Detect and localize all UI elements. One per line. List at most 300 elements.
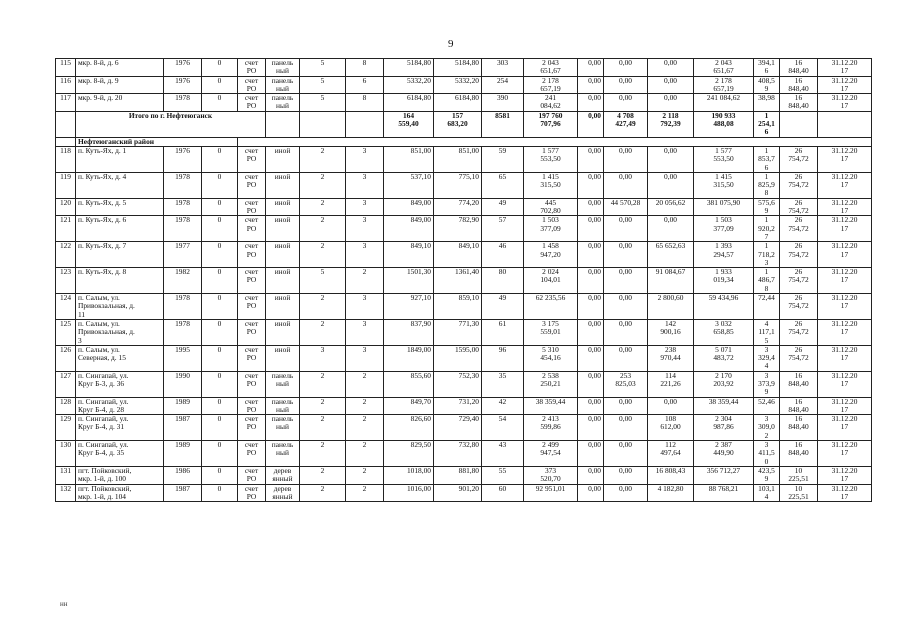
total-cost-cell: 1 503 377,09 — [524, 216, 578, 242]
year-commissioned-cell: 0 — [202, 268, 238, 294]
total-cost-cell: 1 458 947,20 — [524, 242, 578, 268]
build-year-cell: 1978 — [164, 94, 202, 112]
fund-regional-cell: 0,00 — [604, 397, 648, 415]
wall-material-cell: иной — [266, 242, 300, 268]
total-f3: 2 118 792,39 — [648, 111, 694, 137]
table-row — [56, 484, 872, 502]
wall-material-cell: иной — [266, 345, 300, 371]
limit-cost-cell: 26 754,72 — [780, 172, 818, 198]
section-row — [56, 137, 872, 146]
fund-federal-cell: 0,00 — [578, 172, 604, 198]
fund-local-cell: 4 182,80 — [648, 484, 694, 502]
fund-federal-cell: 0,00 — [578, 59, 604, 77]
address-cell: мкр. 8-й, д. 9 — [76, 76, 164, 94]
cell — [56, 137, 76, 146]
wall-material-cell: панель ный — [266, 371, 300, 397]
total-area-cell: 837,90 — [384, 319, 434, 345]
build-year-cell: 1987 — [164, 484, 202, 502]
cost-per-m2-cell: 3 329,4 4 — [754, 345, 780, 371]
cost-per-m2-cell: 1 920,2 7 — [754, 216, 780, 242]
limit-cost-cell: 26 754,72 — [780, 146, 818, 172]
floors-cell: 5 — [300, 76, 346, 94]
entrances-cell: 8 — [346, 59, 384, 77]
fund-federal-cell: 0,00 — [578, 415, 604, 441]
limit-cost-cell: 16 848,40 — [780, 59, 818, 77]
cell — [780, 111, 818, 137]
deadline-cell: 31.12.20 17 — [818, 415, 872, 441]
cost-per-m2-cell: 3 373,9 9 — [754, 371, 780, 397]
deadline-cell: 31.12.20 17 — [818, 441, 872, 467]
fund-federal-cell: 0,00 — [578, 76, 604, 94]
address-cell: п. Куть-Ях, д. 6 — [76, 216, 164, 242]
row-number-cell: 116 — [56, 76, 76, 94]
fund-regional-cell: 0,00 — [604, 216, 648, 242]
floors-cell: 5 — [300, 94, 346, 112]
deadline-cell: 31.12.20 17 — [818, 268, 872, 294]
fund-local-cell: 0,00 — [648, 397, 694, 415]
entrances-cell: 3 — [346, 198, 384, 216]
fund-account-cell: счет РО — [238, 94, 266, 112]
limit-cost-cell: 10 225,51 — [780, 484, 818, 502]
year-commissioned-cell: 0 — [202, 76, 238, 94]
build-year-cell: 1982 — [164, 268, 202, 294]
fund-federal-cell: 0,00 — [578, 268, 604, 294]
fund-local-cell: 112 497,64 — [648, 441, 694, 467]
living-area-cell: 774,20 — [434, 198, 482, 216]
fund-account-cell: счет РО — [238, 441, 266, 467]
fund-regional-cell: 0,00 — [604, 415, 648, 441]
wall-material-cell: панель ный — [266, 76, 300, 94]
living-area-cell: 5184,80 — [434, 59, 482, 77]
fund-owners-cell: 1 415 315,50 — [694, 172, 754, 198]
total-cost-cell: 1 577 553,50 — [524, 146, 578, 172]
table-row — [56, 441, 872, 467]
deadline-cell: 31.12.20 17 — [818, 484, 872, 502]
deadline-cell: 31.12.20 17 — [818, 94, 872, 112]
living-area-cell: 1595,00 — [434, 345, 482, 371]
fund-owners-cell: 2 304 987,86 — [694, 415, 754, 441]
fund-federal-cell: 0,00 — [578, 146, 604, 172]
row-number-cell: 128 — [56, 397, 76, 415]
fund-local-cell: 238 970,44 — [648, 345, 694, 371]
fund-regional-cell: 0,00 — [604, 242, 648, 268]
cell — [346, 111, 384, 137]
address-cell: п. Салым, ул. Привокзальная, д. 11 — [76, 294, 164, 320]
total-cost-cell: 2 043 651,67 — [524, 59, 578, 77]
entrances-cell: 3 — [346, 146, 384, 172]
fund-local-cell: 108 612,00 — [648, 415, 694, 441]
build-year-cell: 1978 — [164, 216, 202, 242]
cost-per-m2-cell: 3 309,0 2 — [754, 415, 780, 441]
entrances-cell: 3 — [346, 319, 384, 345]
cell — [266, 111, 300, 137]
table-row — [56, 397, 872, 415]
limit-cost-cell: 16 848,40 — [780, 76, 818, 94]
fund-account-cell: счет РО — [238, 484, 266, 502]
residents-cell: 49 — [482, 294, 524, 320]
living-area-cell: 901,20 — [434, 484, 482, 502]
table-row — [56, 59, 872, 77]
row-number-cell: 120 — [56, 198, 76, 216]
cost-per-m2-cell: 1 853,7 6 — [754, 146, 780, 172]
fund-federal-cell: 0,00 — [578, 94, 604, 112]
deadline-cell: 31.12.20 17 — [818, 294, 872, 320]
fund-account-cell: счет РО — [238, 268, 266, 294]
year-commissioned-cell: 0 — [202, 59, 238, 77]
total-cost-cell: 62 235,56 — [524, 294, 578, 320]
deadline-cell: 31.12.20 17 — [818, 319, 872, 345]
row-number-cell: 127 — [56, 371, 76, 397]
table-row — [56, 76, 872, 94]
row-number-cell: 129 — [56, 415, 76, 441]
register-table — [55, 58, 872, 502]
build-year-cell: 1986 — [164, 466, 202, 484]
limit-cost-cell: 16 848,40 — [780, 371, 818, 397]
fund-regional-cell: 0,00 — [604, 59, 648, 77]
total-cost-cell: 38 359,44 — [524, 397, 578, 415]
fund-local-cell: 0,00 — [648, 94, 694, 112]
fund-regional-cell: 0,00 — [604, 441, 648, 467]
table-row — [56, 146, 872, 172]
footer-note: нн — [60, 600, 68, 608]
limit-cost-cell: 16 848,40 — [780, 415, 818, 441]
fund-local-cell: 114 221,26 — [648, 371, 694, 397]
fund-account-cell: счет РО — [238, 466, 266, 484]
cell — [56, 111, 76, 137]
total-f2: 4 708 427,49 — [604, 111, 648, 137]
total-cost-cell: 373 520,70 — [524, 466, 578, 484]
fund-account-cell: счет РО — [238, 146, 266, 172]
address-cell: пгт. Пойковский, мкр. 1-й, д. 104 — [76, 484, 164, 502]
entrances-cell: 2 — [346, 371, 384, 397]
entrances-cell: 3 — [346, 216, 384, 242]
total-area-2: 157 683,20 — [434, 111, 482, 137]
total-area-cell: 1016,00 — [384, 484, 434, 502]
table-row — [56, 415, 872, 441]
row-number-cell: 115 — [56, 59, 76, 77]
total-area-cell: 5332,20 — [384, 76, 434, 94]
address-cell: п. Салым, ул. Привокзальная, д. 3 — [76, 319, 164, 345]
limit-cost-cell: 26 754,72 — [780, 216, 818, 242]
fund-account-cell: счет РО — [238, 198, 266, 216]
year-commissioned-cell: 0 — [202, 415, 238, 441]
living-area-cell: 775,10 — [434, 172, 482, 198]
wall-material-cell: иной — [266, 146, 300, 172]
wall-material-cell: дерев янный — [266, 484, 300, 502]
living-area-cell: 752,30 — [434, 371, 482, 397]
fund-owners-cell: 381 075,90 — [694, 198, 754, 216]
total-area-cell: 829,50 — [384, 441, 434, 467]
fund-regional-cell: 44 570,28 — [604, 198, 648, 216]
total-area-cell: 537,10 — [384, 172, 434, 198]
wall-material-cell: иной — [266, 294, 300, 320]
wall-material-cell: дерев янный — [266, 466, 300, 484]
living-area-cell: 859,10 — [434, 294, 482, 320]
fund-federal-cell: 0,00 — [578, 216, 604, 242]
row-number-cell: 121 — [56, 216, 76, 242]
deadline-cell: 31.12.20 17 — [818, 397, 872, 415]
entrances-cell: 2 — [346, 268, 384, 294]
residents-cell: 59 — [482, 146, 524, 172]
address-cell: мкр. 8-й, д. 6 — [76, 59, 164, 77]
total-area-cell: 851,00 — [384, 146, 434, 172]
floors-cell: 2 — [300, 198, 346, 216]
total-area-cell: 6184,80 — [384, 94, 434, 112]
fund-account-cell: счет РО — [238, 216, 266, 242]
floors-cell: 2 — [300, 484, 346, 502]
fund-regional-cell: 0,00 — [604, 146, 648, 172]
fund-federal-cell: 0,00 — [578, 319, 604, 345]
fund-owners-cell: 356 712,27 — [694, 466, 754, 484]
year-commissioned-cell: 0 — [202, 441, 238, 467]
address-cell: п. Куть-Ях, д. 4 — [76, 172, 164, 198]
living-area-cell: 782,90 — [434, 216, 482, 242]
residents-cell: 80 — [482, 268, 524, 294]
total-area-cell: 855,60 — [384, 371, 434, 397]
total-cost-cell: 5 310 454,16 — [524, 345, 578, 371]
deadline-cell: 31.12.20 17 — [818, 146, 872, 172]
address-cell: п. Куть-Ях, д. 7 — [76, 242, 164, 268]
wall-material-cell: иной — [266, 216, 300, 242]
floors-cell: 2 — [300, 441, 346, 467]
city-total-row — [56, 111, 872, 137]
fund-federal-cell: 0,00 — [578, 484, 604, 502]
fund-local-cell: 0,00 — [648, 216, 694, 242]
address-cell: п. Сингапай, ул. Круг Б-4, д. 35 — [76, 441, 164, 467]
fund-account-cell: счет РО — [238, 371, 266, 397]
total-cost-cell: 2 538 250,21 — [524, 371, 578, 397]
row-number-cell: 132 — [56, 484, 76, 502]
fund-owners-cell: 88 768,21 — [694, 484, 754, 502]
year-commissioned-cell: 0 — [202, 294, 238, 320]
build-year-cell: 1989 — [164, 441, 202, 467]
fund-account-cell: счет РО — [238, 59, 266, 77]
fund-account-cell: счет РО — [238, 415, 266, 441]
table-row — [56, 345, 872, 371]
entrances-cell: 2 — [346, 441, 384, 467]
fund-owners-cell: 38 359,44 — [694, 397, 754, 415]
fund-regional-cell: 0,00 — [604, 466, 648, 484]
total-cost-cell: 92 951,01 — [524, 484, 578, 502]
fund-regional-cell: 0,00 — [604, 319, 648, 345]
deadline-cell: 31.12.20 17 — [818, 76, 872, 94]
living-area-cell: 732,80 — [434, 441, 482, 467]
limit-cost-cell: 16 848,40 — [780, 397, 818, 415]
total-area-cell: 849,70 — [384, 397, 434, 415]
cost-per-m2-cell: 1 825,9 8 — [754, 172, 780, 198]
total-cost-cell: 241 084,62 — [524, 94, 578, 112]
fund-owners-cell: 241 084,62 — [694, 94, 754, 112]
fund-account-cell: счет РО — [238, 242, 266, 268]
residents-cell: 96 — [482, 345, 524, 371]
total-area-1: 164 559,40 — [384, 111, 434, 137]
total-area-cell: 1018,00 — [384, 466, 434, 484]
build-year-cell: 1978 — [164, 172, 202, 198]
row-number-cell: 118 — [56, 146, 76, 172]
total-cost-cell: 2 178 657,19 — [524, 76, 578, 94]
year-commissioned-cell: 0 — [202, 345, 238, 371]
address-cell: п. Куть-Ях, д. 8 — [76, 268, 164, 294]
wall-material-cell: панель ный — [266, 397, 300, 415]
page-number: 9 — [448, 38, 454, 50]
year-commissioned-cell: 0 — [202, 484, 238, 502]
address-cell: п. Сингапай, ул. Круг Б-4, д. 31 — [76, 415, 164, 441]
residents-cell: 254 — [482, 76, 524, 94]
fund-local-cell: 65 652,63 — [648, 242, 694, 268]
row-number-cell: 130 — [56, 441, 76, 467]
total-area-cell: 1501,30 — [384, 268, 434, 294]
fund-local-cell: 91 084,67 — [648, 268, 694, 294]
cell — [300, 111, 346, 137]
deadline-cell: 31.12.20 17 — [818, 59, 872, 77]
total-area-cell: 1849,00 — [384, 345, 434, 371]
fund-account-cell: счет РО — [238, 76, 266, 94]
build-year-cell: 1989 — [164, 397, 202, 415]
table-row — [56, 172, 872, 198]
fund-regional-cell: 0,00 — [604, 294, 648, 320]
entrances-cell: 3 — [346, 345, 384, 371]
floors-cell: 3 — [300, 345, 346, 371]
floors-cell: 2 — [300, 319, 346, 345]
wall-material-cell: панель ный — [266, 94, 300, 112]
build-year-cell: 1978 — [164, 294, 202, 320]
fund-account-cell: счет РО — [238, 345, 266, 371]
entrances-cell: 3 — [346, 172, 384, 198]
fund-regional-cell: 0,00 — [604, 268, 648, 294]
fund-account-cell: счет РО — [238, 294, 266, 320]
cost-per-m2-cell: 423,5 9 — [754, 466, 780, 484]
residents-cell: 61 — [482, 319, 524, 345]
entrances-cell: 8 — [346, 94, 384, 112]
floors-cell: 5 — [300, 268, 346, 294]
fund-owners-cell: 1 933 019,34 — [694, 268, 754, 294]
build-year-cell: 1976 — [164, 76, 202, 94]
floors-cell: 2 — [300, 216, 346, 242]
residents-cell: 54 — [482, 415, 524, 441]
residents-cell: 57 — [482, 216, 524, 242]
total-cost-cell: 3 175 559,01 — [524, 319, 578, 345]
fund-owners-cell: 5 071 483,72 — [694, 345, 754, 371]
living-area-cell: 729,40 — [434, 415, 482, 441]
residents-cell: 60 — [482, 484, 524, 502]
build-year-cell: 1976 — [164, 146, 202, 172]
fund-federal-cell: 0,00 — [578, 397, 604, 415]
living-area-cell: 771,30 — [434, 319, 482, 345]
fund-federal-cell: 0,00 — [578, 198, 604, 216]
build-year-cell: 1977 — [164, 242, 202, 268]
fund-owners-cell: 1 393 294,57 — [694, 242, 754, 268]
year-commissioned-cell: 0 — [202, 216, 238, 242]
total-cost-cell: 2 413 599,86 — [524, 415, 578, 441]
deadline-cell: 31.12.20 17 — [818, 466, 872, 484]
deadline-cell: 31.12.20 17 — [818, 198, 872, 216]
entrances-cell: 2 — [346, 466, 384, 484]
residents-cell: 35 — [482, 371, 524, 397]
floors-cell: 2 — [300, 397, 346, 415]
cost-per-m2-cell: 38,98 — [754, 94, 780, 112]
year-commissioned-cell: 0 — [202, 371, 238, 397]
residents-cell: 55 — [482, 466, 524, 484]
limit-cost-cell: 26 754,72 — [780, 345, 818, 371]
residents-cell: 390 — [482, 94, 524, 112]
living-area-cell: 881,80 — [434, 466, 482, 484]
wall-material-cell: иной — [266, 319, 300, 345]
address-cell: п. Куть-Ях, д. 5 — [76, 198, 164, 216]
wall-material-cell: иной — [266, 268, 300, 294]
fund-account-cell: счет РО — [238, 319, 266, 345]
cost-per-m2-cell: 408,5 9 — [754, 76, 780, 94]
limit-cost-cell: 16 848,40 — [780, 94, 818, 112]
build-year-cell: 1978 — [164, 198, 202, 216]
fund-federal-cell: 0,00 — [578, 242, 604, 268]
address-cell: п. Куть-Ях, д. 1 — [76, 146, 164, 172]
table-row — [56, 294, 872, 320]
fund-federal-cell: 0,00 — [578, 441, 604, 467]
floors-cell: 5 — [300, 59, 346, 77]
table-row — [56, 216, 872, 242]
limit-cost-cell: 26 754,72 — [780, 198, 818, 216]
entrances-cell: 3 — [346, 294, 384, 320]
living-area-cell: 851,00 — [434, 146, 482, 172]
total-area-cell: 849,10 — [384, 242, 434, 268]
table-row — [56, 466, 872, 484]
table-row — [56, 94, 872, 112]
total-f5: 1 254,1 6 — [754, 111, 780, 137]
fund-federal-cell: 0,00 — [578, 345, 604, 371]
wall-material-cell: иной — [266, 198, 300, 216]
total-label: Итого по г. Нефтеюганск — [76, 111, 266, 137]
residents-cell: 65 — [482, 172, 524, 198]
year-commissioned-cell: 0 — [202, 242, 238, 268]
living-area-cell: 1361,40 — [434, 268, 482, 294]
fund-owners-cell: 1 577 553,50 — [694, 146, 754, 172]
floors-cell: 2 — [300, 415, 346, 441]
floors-cell: 2 — [300, 242, 346, 268]
total-population: 8581 — [482, 111, 524, 137]
table-row — [56, 319, 872, 345]
address-cell: пгт. Пойковский, мкр. 1-й, д. 100 — [76, 466, 164, 484]
total-area-cell: 826,60 — [384, 415, 434, 441]
limit-cost-cell: 26 754,72 — [780, 319, 818, 345]
deadline-cell: 31.12.20 17 — [818, 216, 872, 242]
fund-local-cell: 20 056,62 — [648, 198, 694, 216]
total-area-cell: 849,00 — [384, 198, 434, 216]
living-area-cell: 731,20 — [434, 397, 482, 415]
fund-regional-cell: 0,00 — [604, 94, 648, 112]
row-number-cell: 125 — [56, 319, 76, 345]
entrances-cell: 2 — [346, 484, 384, 502]
year-commissioned-cell: 0 — [202, 146, 238, 172]
entrances-cell: 2 — [346, 415, 384, 441]
floors-cell: 2 — [300, 466, 346, 484]
deadline-cell: 31.12.20 17 — [818, 242, 872, 268]
cost-per-m2-cell: 4 117,1 5 — [754, 319, 780, 345]
fund-federal-cell: 0,00 — [578, 466, 604, 484]
wall-material-cell: панель ный — [266, 441, 300, 467]
cost-per-m2-cell: 3 411,5 0 — [754, 441, 780, 467]
residents-cell: 42 — [482, 397, 524, 415]
fund-owners-cell: 2 387 449,90 — [694, 441, 754, 467]
deadline-cell: 31.12.20 17 — [818, 345, 872, 371]
fund-owners-cell: 2 178 657,19 — [694, 76, 754, 94]
cost-per-m2-cell: 103,1 4 — [754, 484, 780, 502]
row-number-cell: 122 — [56, 242, 76, 268]
build-year-cell: 1978 — [164, 319, 202, 345]
build-year-cell: 1995 — [164, 345, 202, 371]
cost-per-m2-cell: 394,1 6 — [754, 59, 780, 77]
cost-per-m2-cell: 72,44 — [754, 294, 780, 320]
table-row — [56, 198, 872, 216]
